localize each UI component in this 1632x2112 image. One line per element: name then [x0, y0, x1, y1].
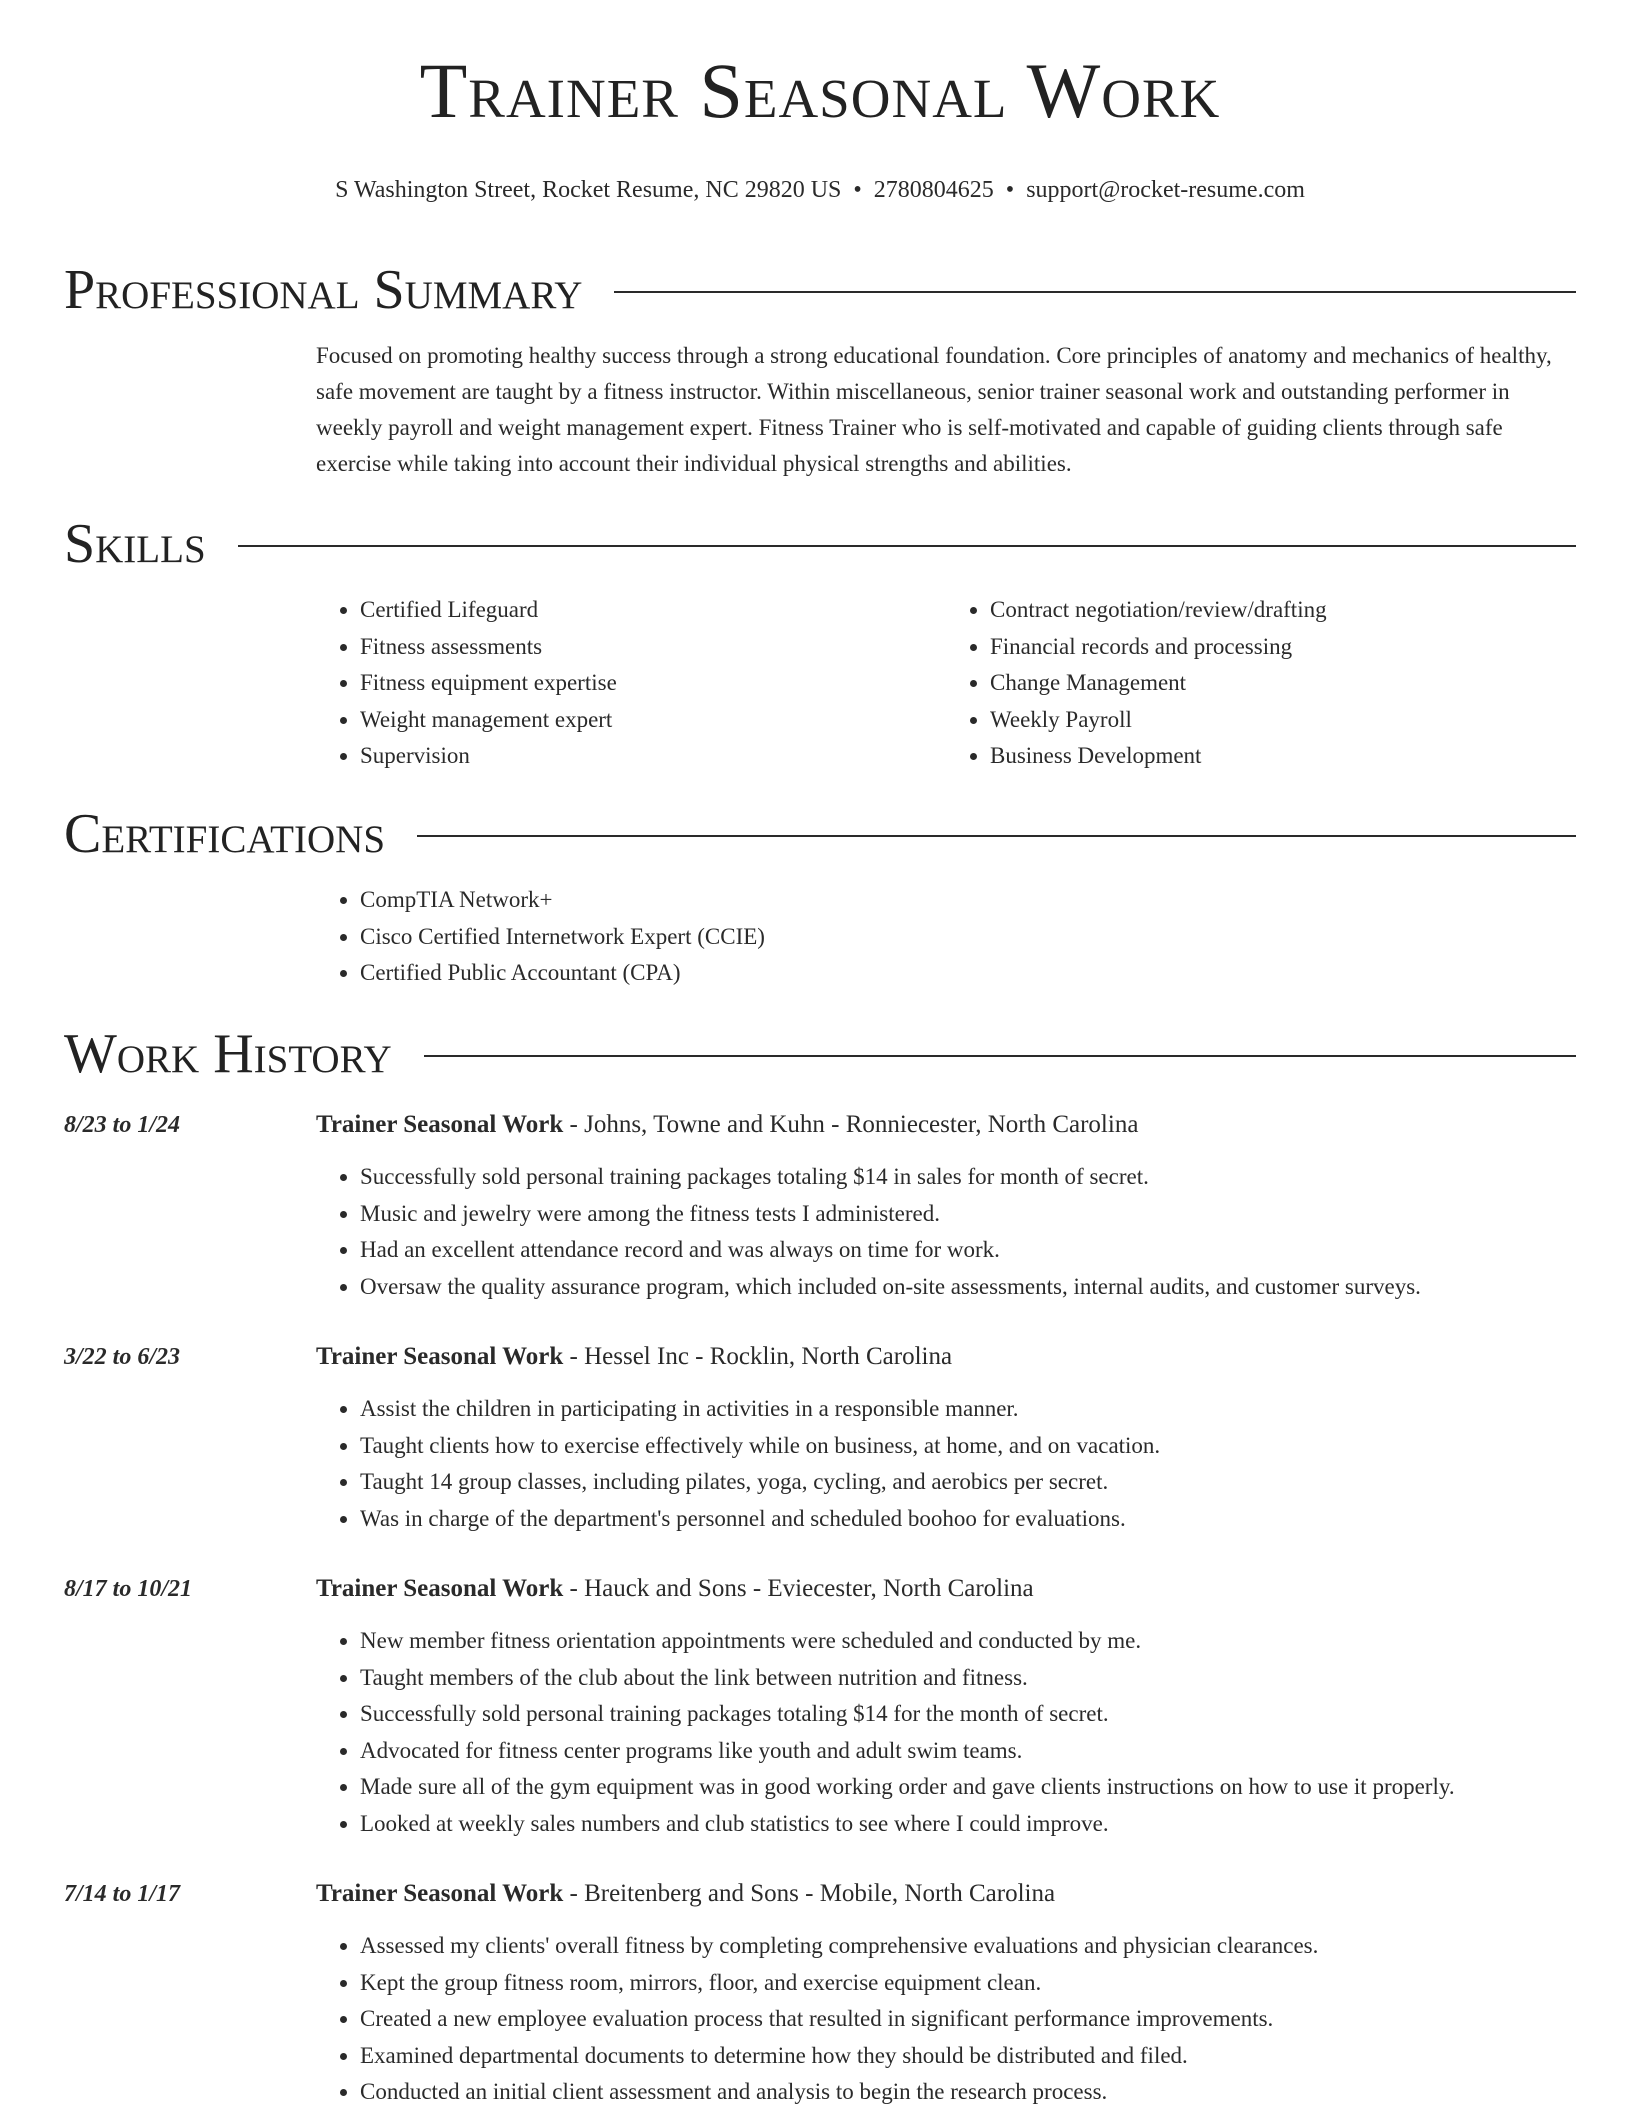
contact-separator: • [853, 177, 862, 203]
job-dates: 8/17 to 10/21 [64, 1576, 193, 1602]
job-company: - Hauck and Sons - Eviecester, North Carolina [563, 1575, 1034, 1602]
job-bullet: • Successfully sold personal training packages totaling $14 for the month of secret. [360, 1696, 1620, 1733]
certification-item: • CompTIA Network+ [360, 882, 1576, 919]
skill-item: • Contract negotiation/review/drafting [990, 592, 1576, 629]
job-bullet: • Assessed my clients' overall fitness by completing comprehensive evaluations and physician clearances. [360, 1928, 1620, 1965]
job-bullet: • Looked at weekly sales numbers and club statistics to see where I could improve. [360, 1806, 1620, 1843]
job-bullet: • Successfully sold personal training packages totaling $14 in sales for month of secret. [360, 1159, 1620, 1196]
job-bullet: • Had an excellent attendance record and was always on time for work. [360, 1232, 1620, 1269]
section-divider [614, 291, 1576, 293]
job-title-line [316, 1878, 1055, 1910]
job-bullet: • New member fitness orientation appointments were scheduled and conducted by me. [360, 1623, 1620, 1660]
skill-item: • Financial records and processing [990, 629, 1576, 666]
skill-item: • Business Development [990, 738, 1576, 775]
contact-separator: • [1005, 177, 1015, 203]
summary-text: Focused on promoting healthy success through a strong educational foundation. Core principles of anatomy and mechanics of healthy, safe movement are taught by a fitness instructor. Within miscellaneous, senior trainer seasonal work and outstanding performer in weekly payroll and weight management expert. Fitness Trainer who is self-motivated and capable of guiding clients through safe exercise while taking into account their individual physical strengths and abilities. [316, 343, 1552, 476]
job-bullet: • Taught members of the club about the link between nutrition and fitness. [360, 1660, 1620, 1697]
skill-item: • Certified Lifeguard [360, 592, 946, 629]
skill-item: • Weight management expert [360, 702, 946, 739]
summary-heading: Professional Summary [64, 259, 583, 321]
certifications-section-header [64, 803, 1576, 865]
job-title-line [316, 1341, 952, 1373]
job-title: Trainer Seasonal Work [316, 1880, 564, 1907]
skill-item: • Change Management [990, 665, 1576, 702]
job-dates: 3/22 to 6/23 [64, 1344, 181, 1370]
job-bullet: • Examined departmental documents to determine how they should be distributed and filed. [360, 2038, 1620, 2075]
job-title: Trainer Seasonal Work [316, 1111, 564, 1138]
job-bullet: • Taught clients how to exercise effectively while on business, at home, and on vacation. [360, 1428, 1620, 1465]
job-title-line [316, 1573, 1034, 1605]
job-bullet: • Music and jewelry were among the fitness tests I administered. [360, 1196, 1620, 1233]
skill-item: • Supervision [360, 738, 946, 775]
job-bullets [316, 1391, 1620, 1537]
job-bullet: • Taught 14 group classes, including pilates, yoga, cycling, and aerobics per secret. [360, 1464, 1620, 1501]
summary-block [316, 338, 1576, 482]
phone-text: 2780804625 [873, 177, 994, 203]
skills-heading: Skills [64, 513, 206, 575]
skills-list-left [316, 592, 946, 775]
job-bullet: • Created a new employee evaluation process that resulted in significant performance improvements. [360, 2001, 1620, 2038]
job-bullet: • Kept the group fitness room, mirrors, floor, and exercise equipment clean. [360, 1965, 1620, 2002]
skills-section-header [64, 513, 1576, 575]
summary-section-header [64, 259, 1576, 321]
work-heading: Work History [64, 1023, 392, 1085]
job-bullets [316, 1159, 1620, 1305]
certifications-list [316, 882, 1576, 992]
job-bullet: • Assist the children in participating in activities in a responsible manner. [360, 1391, 1620, 1428]
work-section-header [64, 1023, 1576, 1085]
job-bullet: • Conducted an initial client assessment and analysis to begin the research process. [360, 2074, 1620, 2111]
address-text: S Washington Street, Rocket Resume, NC 29820 US [335, 177, 842, 203]
job-dates: 7/14 to 1/17 [64, 1881, 181, 1907]
job-company: - Johns, Towne and Kuhn - Ronniecester, North Carolina [563, 1111, 1139, 1138]
skills-block [316, 592, 1576, 775]
certification-item: • Cisco Certified Internetwork Expert (CCIE) [360, 919, 1576, 956]
skill-item: • Fitness equipment expertise [360, 665, 946, 702]
section-divider [424, 1055, 1576, 1057]
section-divider [238, 545, 1576, 547]
job-dates: 8/23 to 1/24 [64, 1112, 181, 1138]
job-company: - Hessel Inc - Rocklin, North Carolina [563, 1343, 953, 1370]
email-text: support@rocket-resume.com [1026, 177, 1305, 203]
job-bullet: • Advocated for fitness center programs like youth and adult swim teams. [360, 1733, 1620, 1770]
skills-list-right [946, 592, 1576, 775]
skill-item: • Weekly Payroll [990, 702, 1576, 739]
certifications-block [316, 882, 1576, 992]
resume-name: Trainer Seasonal Work [419, 47, 1221, 134]
skills-grid [316, 592, 1576, 775]
certification-item: • Certified Public Accountant (CPA) [360, 955, 1576, 992]
job-title: Trainer Seasonal Work [316, 1343, 564, 1370]
job-bullets [316, 1623, 1620, 1842]
job-company: - Breitenberg and Sons - Mobile, North Carolina [563, 1880, 1056, 1907]
contact-line [64, 176, 1576, 205]
job-title: Trainer Seasonal Work [316, 1575, 564, 1602]
job-bullet: • Oversaw the quality assurance program, which included on-site assessments, internal audits, and customer surveys. [360, 1269, 1620, 1306]
job-bullets [316, 1928, 1620, 2111]
job-title-line [316, 1109, 1138, 1141]
skill-item: • Fitness assessments [360, 629, 946, 666]
job-bullet: • Made sure all of the gym equipment was in good working order and gave clients instructions on how to use it properly. [360, 1769, 1620, 1806]
certifications-heading: Certifications [64, 803, 386, 865]
section-divider [417, 835, 1576, 837]
job-bullet: • Was in charge of the department's personnel and scheduled boohoo for evaluations. [360, 1501, 1620, 1538]
